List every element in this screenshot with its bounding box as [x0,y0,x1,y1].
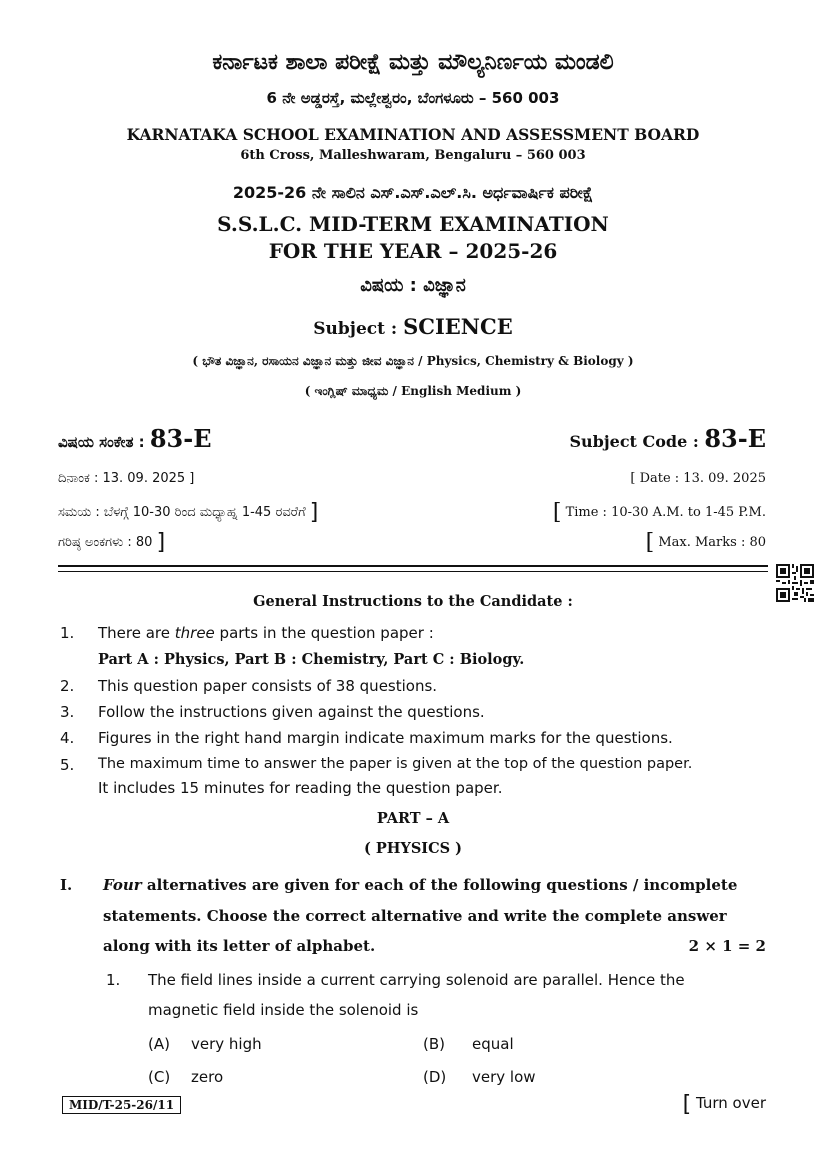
option-letter: (A) [148,1035,170,1053]
turn-over-text: Turn over [695,1094,766,1112]
divider-thick [58,565,768,567]
question-number: 1. [106,971,121,989]
section-instruction-line2: statements. Choose the correct alternative and write the complete answer [103,907,727,925]
subject-code-kannada-label: ವಿಷಯ ಸಂಕೇತ : [58,433,145,451]
option-text: very low [472,1068,536,1086]
subject-value: SCIENCE [403,314,513,339]
instruction-number: 5. [60,756,75,774]
section-instruction-line1 [103,876,737,894]
marks-english-text: Max. Marks : 80 [658,535,766,550]
board-name-english: KARNATAKA SCHOOL EXAMINATION AND ASSESSMENT BOARD [126,125,700,144]
section-marks: 2 × 1 = 2 [688,937,766,955]
exam-title-kannada: 2025-26 ನೇ ಸಾಲಿನ ಎಸ್.ಎಸ್.ಎಲ್.ಸಿ. ಅರ್ಧವಾರ್ಷಿಕ ಪರೀಕ್ಷೆ [232,183,594,202]
subject-code-english-value: 83-E [704,424,766,453]
date-kannada: ದಿನಾಂಕ : 13. 09. 2025 ] [58,471,195,486]
medium-line: ( ಇಂಗ್ಲಿಷ್ ಮಾಧ್ಯಮ / English Medium ) [304,384,522,398]
option-text: equal [472,1035,514,1053]
marks-kannada-bracket: ] [156,530,166,555]
option-letter: (C) [148,1068,171,1086]
instruction-number: 4. [60,729,75,747]
instruction-text-emphasis: three [174,624,215,642]
marks-kannada [58,530,165,555]
subject-code-english [569,424,766,453]
part-a-title: PART – A [376,810,450,827]
paper-code: MID/T-25-26/11 [62,1096,181,1114]
instruction-text-continued: It includes 15 minutes for reading the question paper. [98,779,503,797]
board-address-english: 6th Cross, Malleshwaram, Bengaluru – 560 003 [240,148,586,163]
instruction-text: Follow the instructions given against the questions. [98,703,485,721]
time-english-text: Time : 10-30 A.M. to 1-45 P.M. [565,505,766,520]
option-letter: (B) [423,1035,445,1053]
subject-description: ( ಭೌತ ವಿಜ್ಞಾನ, ರಸಾಯನ ವಿಜ್ಞಾನ ಮತ್ತು ಜೀವ ವಿಜ್ಞಾನ / Physics, Chemistry & Biology ) [192,354,634,368]
instruction-number: 3. [60,703,75,721]
instruction-text: This question paper consists of 38 questions. [98,677,438,695]
instruction-number: 1. [60,624,75,642]
question-text-line1: The field lines inside a current carrying solenoid are parallel. Hence the [148,971,685,989]
exam-title-english-line2: FOR THE YEAR – 2025-26 [268,239,558,263]
subject-code-kannada-value: 83-E [149,424,212,453]
option-text: very high [191,1035,262,1053]
marks-english-bracket: [ [645,530,655,555]
option-letter: (D) [423,1068,447,1086]
instructions-title: General Instructions to the Candidate : [253,593,573,610]
date-english: [ Date : 13. 09. 2025 [630,471,766,486]
instruction-number: 2. [60,677,75,695]
time-english-bracket: [ [552,500,562,525]
time-kannada-bracket: ] [309,500,319,525]
instruction-text: The maximum time to answer the paper is given at the top of the question paper. [98,756,693,772]
subject-label: Subject : [313,319,398,339]
board-address-kannada: 6 ನೇ ಅಡ್ಡರಸ್ತೆ, ಮಲ್ಲೇಶ್ವರಂ, ಬೆಂಗಳೂರು – 560 003 [266,89,560,107]
section-instruction-line1-text: alternatives are given for each of the following questions / incomplete [141,876,738,894]
turn-over-bracket: [ [682,1092,692,1117]
instruction-text-post: parts in the question paper : [214,624,434,642]
option-text: zero [191,1068,224,1086]
instruction-text: Figures in the right hand margin indicate maximum marks for the questions. [98,729,673,747]
subject-kannada: ವಿಷಯ : ವಿಜ್ಞಾನ [360,275,466,296]
marks-english [646,530,766,555]
question-text-line2: magnetic field inside the solenoid is [148,1001,419,1019]
time-kannada-text: ಸಮಯ : ಬೆಳಗ್ಗೆ 10-30 ರಿಂದ ಮಧ್ಯಾಹ್ನ 1-45 ರವರೆಗೆ [58,505,306,520]
section-instruction-line3: along with its letter of alphabet. [103,937,376,955]
subject-code-english-label: Subject Code : [569,432,699,451]
instruction-text [98,624,434,642]
subject-code-kannada [58,424,212,453]
exam-title-english-line1: S.S.L.C. MID-TERM EXAMINATION [217,212,609,236]
instruction-text-pre: There are [98,624,175,642]
subject-english [0,314,826,339]
turn-over [683,1092,766,1117]
time-kannada [58,500,318,525]
part-a-subtitle: ( PHYSICS ) [363,840,463,857]
divider-thin [58,571,768,572]
section-instruction-emphasis: Four [103,876,142,894]
time-english [553,500,766,525]
marks-kannada-text: ಗರಿಷ್ಠ ಅಂಕಗಳು : 80 [58,535,153,550]
section-number: I. [60,876,73,894]
board-name-kannada: ಕರ್ನಾಟಕ ಶಾಲಾ ಪರೀಕ್ಷೆ ಮತ್ತು ಮೌಲ್ಯನಿರ್ಣಯ ಮಂಡಲಿ [212,50,614,75]
instruction-parts-line: Part A : Physics, Part B : Chemistry, Part C : Biology. [98,651,525,668]
